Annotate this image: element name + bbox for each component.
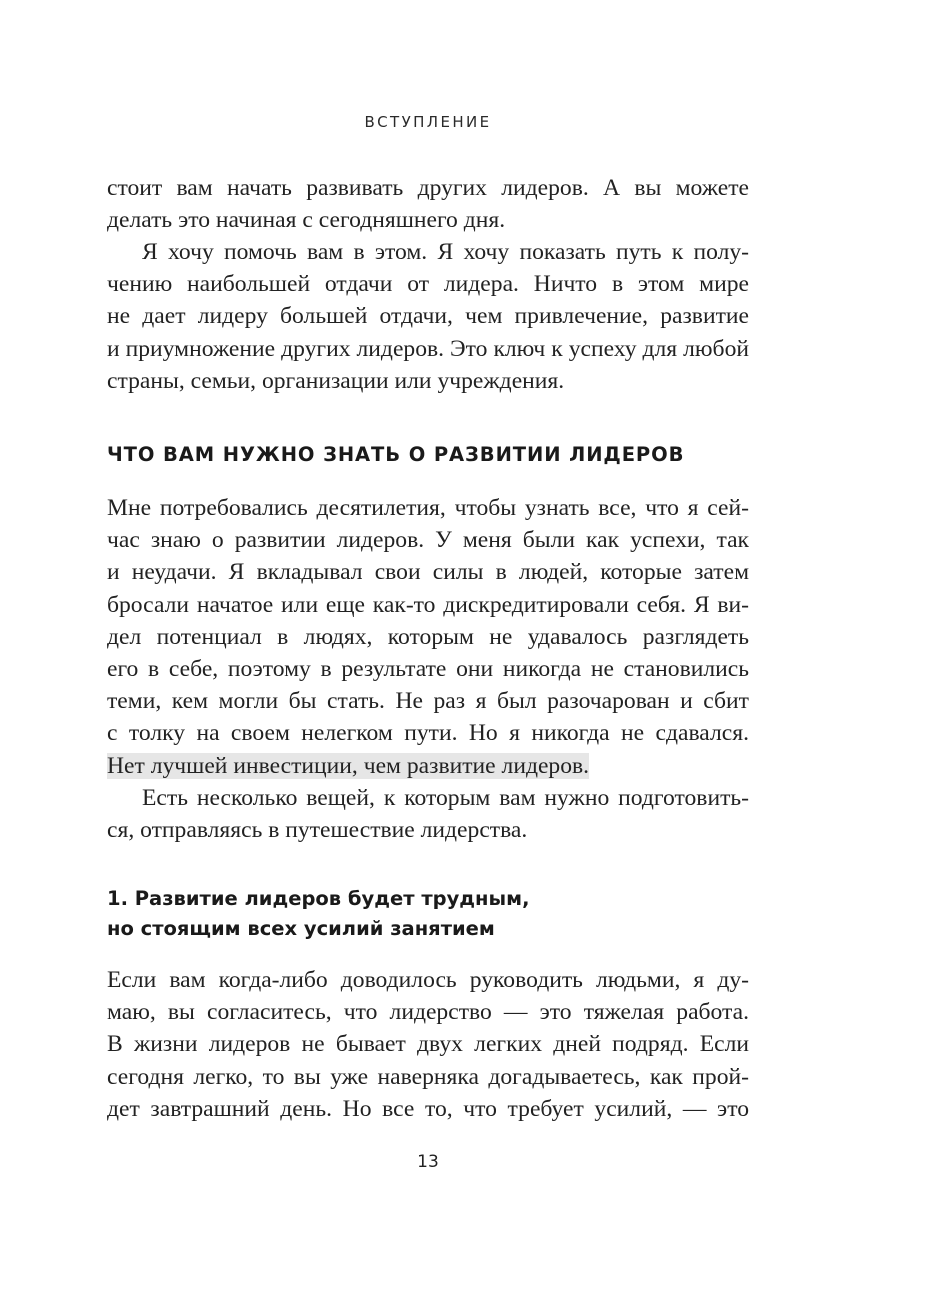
text-line: Есть несколько вещей, к которым вам нужно подготовить- bbox=[142, 785, 749, 811]
text-line: маю, вы согласитесь, что лидерство — это тяжелая работа. bbox=[107, 999, 749, 1026]
section-paragraph-1 bbox=[107, 492, 749, 782]
intro-paragraph-2 bbox=[107, 236, 749, 397]
subsection-heading-line: но стоящим всех усилий занятием bbox=[107, 917, 495, 940]
page-number: 13 bbox=[417, 1152, 439, 1172]
text-line: чению наибольшей отдачи от лидера. Ничто в этом мире bbox=[107, 271, 749, 298]
highlighted-sentence: Нет лучшей инвестиции, чем развитие лидеров. bbox=[107, 752, 590, 779]
subsection-heading-line: 1. Развитие лидеров будет трудным, bbox=[107, 887, 530, 910]
text-line: дет завтрашний день. Но все то, что требует усилий, — это bbox=[107, 1095, 749, 1122]
text-line: бросали начатое или еще как-то дискредитировали себя. Я ви- bbox=[107, 591, 749, 618]
text-line: В жизни лидеров не бывает двух легких дней подряд. Если bbox=[107, 1031, 749, 1058]
text-line: Если вам когда-либо доводилось руководить людьми, я ду- bbox=[107, 967, 749, 993]
intro-paragraph-1 bbox=[107, 172, 749, 236]
text-line: Мне потребовались десятилетия, чтобы узнать все, что я сей- bbox=[107, 495, 749, 521]
text-line: дел потенциал в людях, которым не удавалось разглядеть bbox=[107, 623, 749, 650]
text-line: его в себе, поэтому в результате они никогда не становились bbox=[107, 656, 749, 683]
text-line: и неудачи. Я вкладывал свои силы в людей, которые затем bbox=[107, 559, 749, 586]
text-line: Я хочу помочь вам в этом. Я хочу показать путь к полу- bbox=[142, 239, 749, 265]
running-head: ВСТУПЛЕНИЕ bbox=[364, 113, 492, 131]
text-line: не дает лидеру большей отдачи, чем привлечение, развитие bbox=[107, 303, 749, 330]
text-line: и приумножение других лидеров. Это ключ к успеху для любой bbox=[107, 335, 749, 362]
subsection-heading bbox=[107, 884, 530, 944]
subsection-paragraph-1 bbox=[107, 964, 749, 1125]
text-line: сегодня легко, то вы уже наверняка догадываетесь, как прой- bbox=[107, 1063, 749, 1090]
text-line: стоит вам начать развивать других лидеров. А вы можете bbox=[107, 175, 749, 201]
section-paragraph-2 bbox=[107, 782, 749, 846]
text-line: с толку на своем нелегком пути. Но я никогда не сдавался. bbox=[107, 720, 749, 747]
text-line: час знаю о развитии лидеров. У меня были как успехи, так bbox=[107, 527, 749, 554]
text-line: ся, отправляясь в путешествие лидерства. bbox=[107, 817, 528, 844]
section-heading: ЧТО ВАМ НУЖНО ЗНАТЬ О РАЗВИТИИ ЛИДЕРОВ bbox=[107, 443, 685, 466]
text-line: делать это начиная с сегодняшнего дня. bbox=[107, 207, 506, 234]
text-line bbox=[107, 750, 749, 782]
text-line: страны, семьи, организации или учреждения. bbox=[107, 367, 565, 394]
text-line: теми, кем могли бы стать. Не раз я был разочарован и сбит bbox=[107, 688, 749, 715]
